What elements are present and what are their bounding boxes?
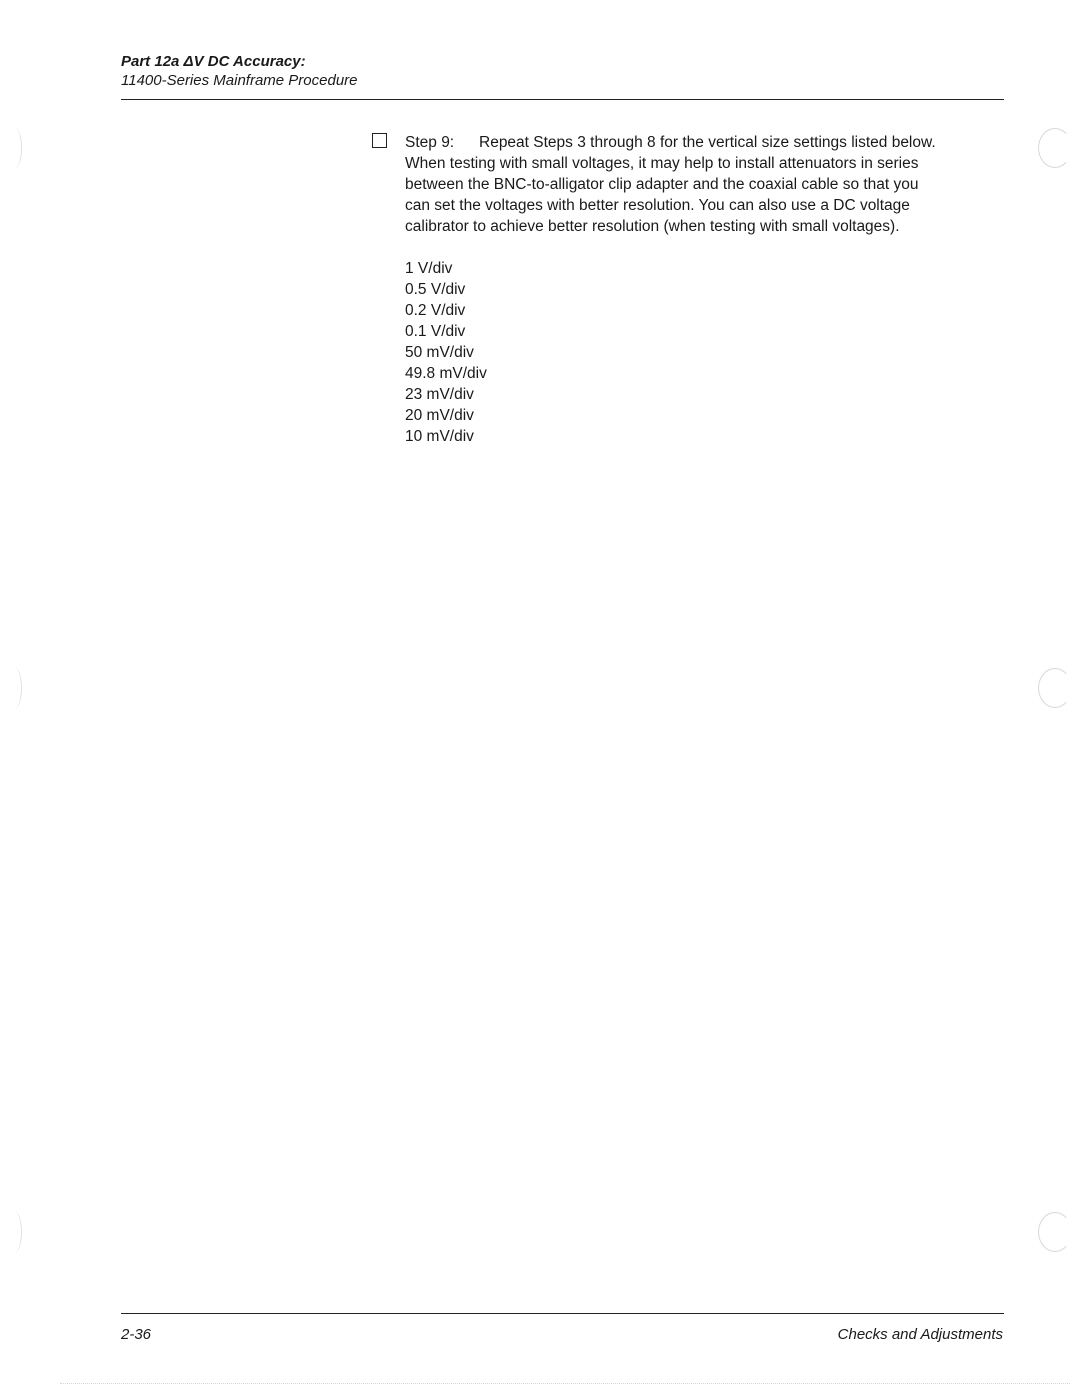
setting-item: 23 mV/div [405,386,474,403]
page-number: 2-36 [121,1326,152,1343]
setting-item: 10 mV/div [405,428,474,445]
page-title: Part 12a ΔV DC Accuracy: [121,53,306,70]
setting-item: 0.2 V/div [405,302,466,319]
step-line [405,132,995,153]
step-9-paragraph [405,132,995,237]
edge-mark [8,128,22,168]
vertical-size-settings-list [405,258,487,447]
binder-hole-mark [1038,668,1072,708]
page-subtitle: 11400-Series Mainframe Procedure [121,72,358,89]
footer-rule [121,1313,1004,1314]
binder-hole-mark [1038,128,1072,168]
step-text: Repeat Steps 3 through 8 for the vertical size settings listed below. [479,134,936,151]
scan-artifact-line [60,1383,1070,1384]
step-line: can set the voltages with better resolution. You can also use a DC voltage [405,197,910,214]
edge-mark [8,1212,22,1252]
step-line: calibrator to achieve better resolution (when testing with small voltages). [405,218,900,235]
section-title: Checks and Adjustments [837,1326,1003,1343]
setting-item: 1 V/div [405,260,453,277]
step-line: between the BNC-to-alligator clip adapter and the coaxial cable so that you [405,176,919,193]
step-checkbox[interactable] [372,133,387,148]
setting-item: 0.5 V/div [405,281,466,298]
step-line: When testing with small voltages, it may help to install attenuators in series [405,155,919,172]
edge-mark [8,668,22,708]
setting-item: 50 mV/div [405,344,474,361]
page-header [121,52,358,90]
binder-hole-mark [1038,1212,1072,1252]
header-rule [121,99,1004,100]
setting-item: 20 mV/div [405,407,474,424]
setting-item: 49.8 mV/div [405,365,487,382]
step-label: Step 9: [405,134,455,151]
setting-item: 0.1 V/div [405,323,466,340]
